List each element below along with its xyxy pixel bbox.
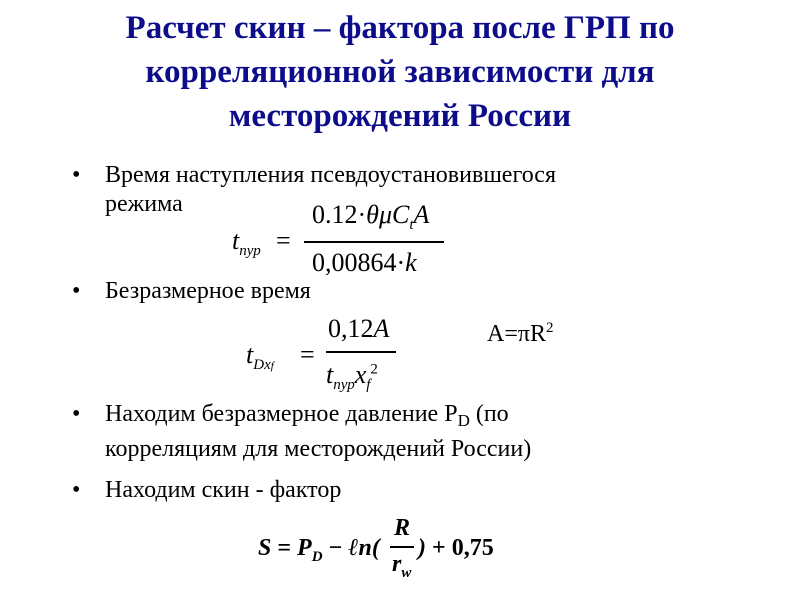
- f2-denominator: $t_{пур}x_f^2$: [326, 360, 378, 394]
- f2-lhs: $t_{Dxf}$: [246, 340, 274, 374]
- bullet-dimensionless-time: [72, 277, 712, 306]
- f1-lhs: $t_{пур}$: [232, 226, 261, 260]
- bullet-1-line-1: Время наступления псевдоустановившегося: [105, 162, 556, 188]
- f3-numerator: R: [394, 515, 411, 541]
- f2-numerator: 0,12A: [328, 314, 390, 343]
- title-line-2: корреляционной зависимости для: [145, 54, 655, 90]
- slide-title: [40, 6, 760, 138]
- bullet-3-line-2: корреляциям для месторождений России): [105, 436, 532, 462]
- bullet-dot: •: [72, 401, 81, 427]
- bullet-dimensionless-pressure: [72, 400, 712, 464]
- f1-numerator: 0.12·θμC$_t$A: [312, 200, 430, 234]
- f3-fraction: [390, 515, 414, 585]
- area-formula: $A=\pi R^2$: [487, 320, 554, 347]
- bullet-3-line-1: Находим безразмерное давление $P_D$ (по: [105, 401, 509, 430]
- f1-denominator: 0,00864·k: [312, 248, 417, 277]
- formula-t-pur: [232, 200, 462, 280]
- formula-skin: [258, 515, 518, 585]
- title-line-1: Расчет скин – фактора после ГРП по: [125, 10, 675, 46]
- bullet-1-line-2: режима: [105, 191, 183, 217]
- bullet-dot: •: [72, 162, 81, 188]
- formula-t-dxf: [246, 312, 416, 396]
- f2-fraction: [326, 312, 396, 396]
- f1-fraction: [304, 200, 444, 280]
- f2-equals: =: [300, 340, 315, 369]
- bullet-dot: •: [72, 477, 81, 503]
- title-line-3: месторождений России: [228, 98, 572, 134]
- bullet-4-text: Находим скин - фактор: [105, 477, 342, 503]
- bullet-2-text: Безразмерное время: [105, 278, 311, 304]
- f3-lhs: $S = P_D$ − ℓn(: [258, 535, 380, 565]
- f3-denominator: $r_w$: [392, 551, 412, 581]
- f1-equals: =: [276, 226, 291, 255]
- bullet-skin-factor: [72, 476, 712, 505]
- f1-fraction-bar: [304, 241, 444, 243]
- f3-fraction-bar: [390, 546, 414, 548]
- f3-rhs: ) + 0,75: [418, 535, 494, 561]
- bullet-dot: •: [72, 278, 81, 304]
- f2-fraction-bar: [326, 351, 396, 353]
